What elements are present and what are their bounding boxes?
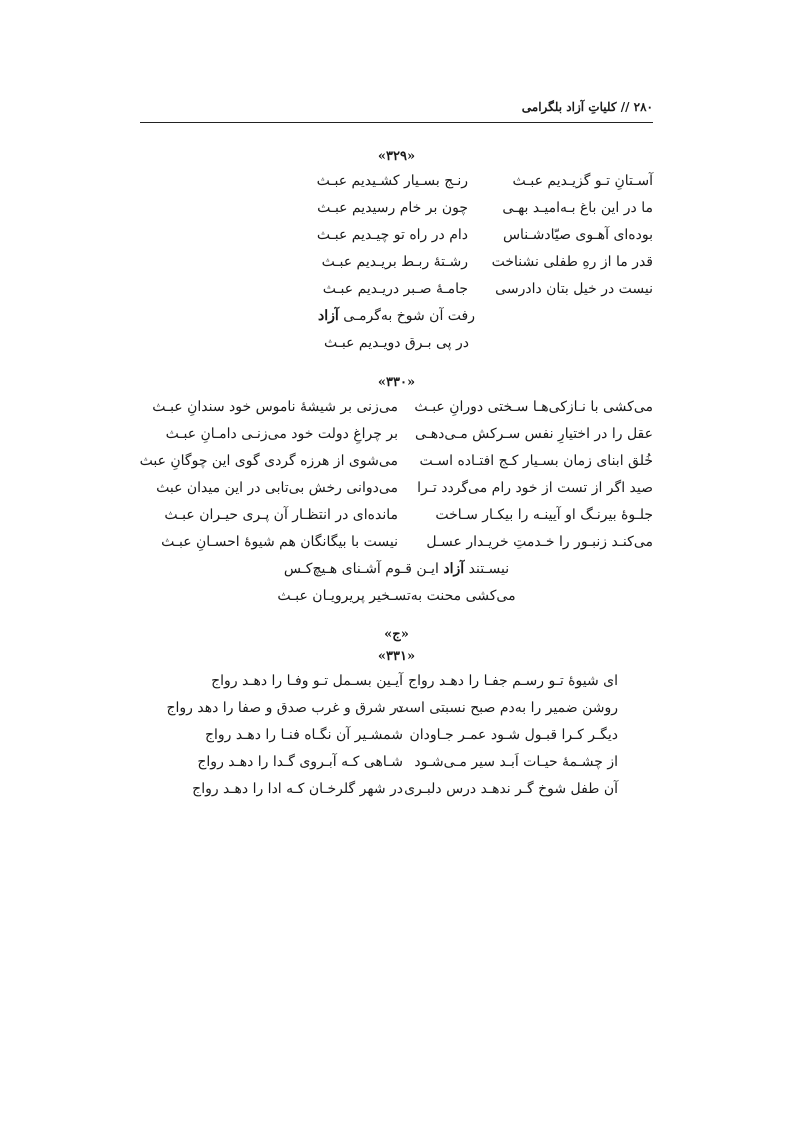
- couplet: [140, 421, 653, 448]
- hemistich-first: آن طفل شوخ گـر ندهـد درس دلبـری: [404, 781, 618, 797]
- hemistich-first: ما در این باغ بـه‌امیـد بهـی: [502, 200, 653, 216]
- book-title: کلیاتِ آزاد بلگرامی: [521, 100, 617, 114]
- hemistich-first: نیست در خیل بتان دادرسی: [495, 281, 653, 297]
- couplet: [140, 776, 653, 803]
- couplet: [140, 195, 653, 222]
- couplet: [140, 695, 653, 722]
- hemistich-first: روشن ضمیر را به‌دم صبح نسبتی است: [395, 700, 618, 716]
- couplet: [140, 502, 653, 529]
- hemistich-first: جلـوهٔ بیرنـگ او آیینـه را بیکـار سـاخت: [435, 507, 653, 523]
- hemistich-first: ای شیوهٔ تـو رسـم جفـا را دهـد رواج: [408, 673, 618, 689]
- hemistich-second: بر چراغِ دولت خود می‌زنـی دامـانِ عبـث: [165, 426, 398, 442]
- hemistich-second: شمشـیر آن نگـاه فنـا را دهـد رواج: [204, 727, 403, 743]
- poem-329: [140, 146, 653, 357]
- hemistich-second: شـاهی کـه آبـروی گـدا را دهـد رواج: [197, 754, 403, 770]
- hemistich-second: رشـتهٔ ربـط بریـدیم عبـث: [321, 254, 468, 270]
- hemistich-second: در شهر گلرخـان کـه ادا را دهـد رواج: [192, 781, 403, 797]
- section-letter: «ج»: [384, 627, 409, 642]
- closing-text: رفت آن شوخ به‌گرمـی: [338, 308, 475, 324]
- couplet: [140, 749, 653, 776]
- hemistich-second: نیست با بیگانگان هم شیوهٔ احسـانِ عبـث: [161, 534, 398, 550]
- hemistich-second: مانده‌ای در انتظـار آن پـری حیـران عبـث: [164, 507, 398, 523]
- running-head: [133, 100, 653, 114]
- poem-331: [140, 624, 653, 803]
- couplet: [140, 222, 653, 249]
- hemistich-second: می‌زنی بر شیشهٔ ناموس خود سندانِ عبـث: [152, 399, 398, 415]
- closing-first: [140, 556, 653, 583]
- couplet: [140, 448, 653, 475]
- hemistich-second: جامـهٔ صـبر دریـدیم عبـث: [322, 281, 468, 297]
- poet-name: آزاد: [317, 308, 339, 324]
- hemistich-first: از چشـمهٔ حیـات اَبـد سیر مـی‌شـود: [414, 754, 618, 770]
- page-number: ۲۸۰: [633, 100, 653, 114]
- couplet: [140, 668, 653, 695]
- hemistich-second: رنـج بسـیار کشـیدیم عبـث: [316, 173, 468, 189]
- header-separator: //: [616, 100, 634, 114]
- couplet: [140, 529, 653, 556]
- poem-number: «۳۲۹»: [377, 149, 416, 164]
- poem-330: [140, 372, 653, 610]
- hemistich-first: صید اگر از تست از خود رام می‌گردد تـرا: [417, 480, 653, 496]
- hemistich-second: آیـین بسـمل تـو وفـا را دهـد رواج: [211, 673, 403, 689]
- hemistich-first: می‌کشی با نـازکی‌هـا سـختی دورانِ عبـث: [414, 399, 653, 415]
- couplet: [140, 722, 653, 749]
- hemistich-second: می‌شوی از هرزه گردی گوی این چوگانِ عبث: [139, 453, 398, 469]
- closing-second: می‌کشی محنت به‌تسـخیر پریرویـان عبـث: [277, 588, 516, 604]
- header-rule: [140, 122, 653, 123]
- hemistich-second: در شرق و غرب صدق و صفا را دهد رواج: [166, 700, 403, 716]
- hemistich-first: می‌کنـد زنبـور را خـدمتِ خریـدار عسـل: [426, 534, 653, 550]
- hemistich-second: دام در راه تو چیـدیم عبـث: [316, 227, 468, 243]
- hemistich-first: خُلق ابنای زمان بسـیار کـج افتـاده اسـت: [419, 453, 653, 469]
- closing-second: در پی بـرق دویـدیم عبـث: [324, 335, 469, 351]
- hemistich-first: بوده‌ای آهـوی صیّادشـناس: [502, 227, 653, 243]
- poem-number: «۳۳۰»: [377, 375, 416, 390]
- closing-text: نیسـتند: [464, 561, 510, 577]
- poet-name: آزاد: [443, 561, 465, 577]
- couplet: [140, 475, 653, 502]
- couplet: [140, 276, 653, 303]
- poem-number: «۳۳۱»: [377, 649, 416, 664]
- hemistich-second: چون بر خام رسیدیم عبـث: [317, 200, 468, 216]
- hemistich-first: عقل را در اختیارِ نفس سـرکش مـی‌دهـی: [415, 426, 653, 442]
- closing-text: ایـن قـوم آشـنای هـیچ‌کـس: [283, 561, 444, 577]
- couplet: [140, 168, 653, 195]
- couplet: [140, 394, 653, 421]
- hemistich-first: آسـتانِ تـو گزیـدیم عبـث: [512, 173, 653, 189]
- hemistich-first: قدر ما از رهِ طفلی نشناخت: [491, 254, 653, 270]
- hemistich-second: می‌دوانی رخش بی‌تابی در این میدان عبث: [156, 480, 398, 496]
- closing-first: [140, 303, 653, 330]
- couplet: [140, 249, 653, 276]
- hemistich-first: دیگـر کـرا قبـول شـود عمـر جـاودان: [409, 727, 618, 743]
